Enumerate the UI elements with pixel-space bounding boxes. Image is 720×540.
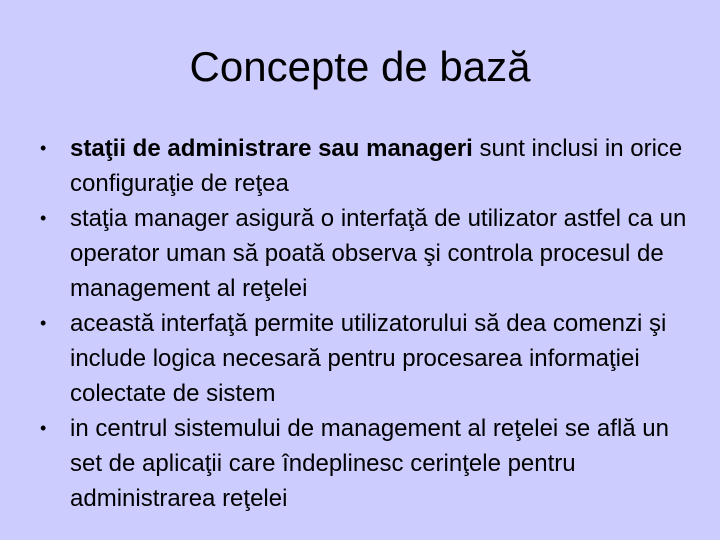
bullet-text: staţia manager asigură o interfaţă de utilizator astfel ca un operator uman să poată observa şi controla procesul de management al reţelei — [70, 205, 687, 302]
bullet-icon: • — [40, 313, 47, 333]
bullet-item-3 — [40, 306, 700, 411]
bullet-item-4 — [40, 411, 700, 516]
bullet-item-1 — [40, 131, 700, 201]
bullet-item-2 — [40, 201, 700, 306]
bullet-bold-text: staţii de administrare sau manageri — [70, 135, 473, 162]
bullet-list — [40, 131, 700, 516]
slide-title: Concepte de bază — [189, 43, 531, 90]
bullet-icon: • — [40, 208, 47, 228]
bullet-icon: • — [40, 418, 47, 438]
bullet-text: sunt inclusi in orice configuraţie de reţea — [70, 135, 683, 197]
bullet-text: această interfaţă permite utilizatorului să dea comenzi şi include logica necesară pentru procesarea informaţiei colectate de sistem — [70, 310, 667, 407]
bullet-text: in centrul sistemului de management al reţelei se află un set de aplicaţii care îndeplinesc cerinţele pentru administrarea reţelei — [70, 415, 669, 512]
bullet-icon: • — [40, 138, 47, 158]
